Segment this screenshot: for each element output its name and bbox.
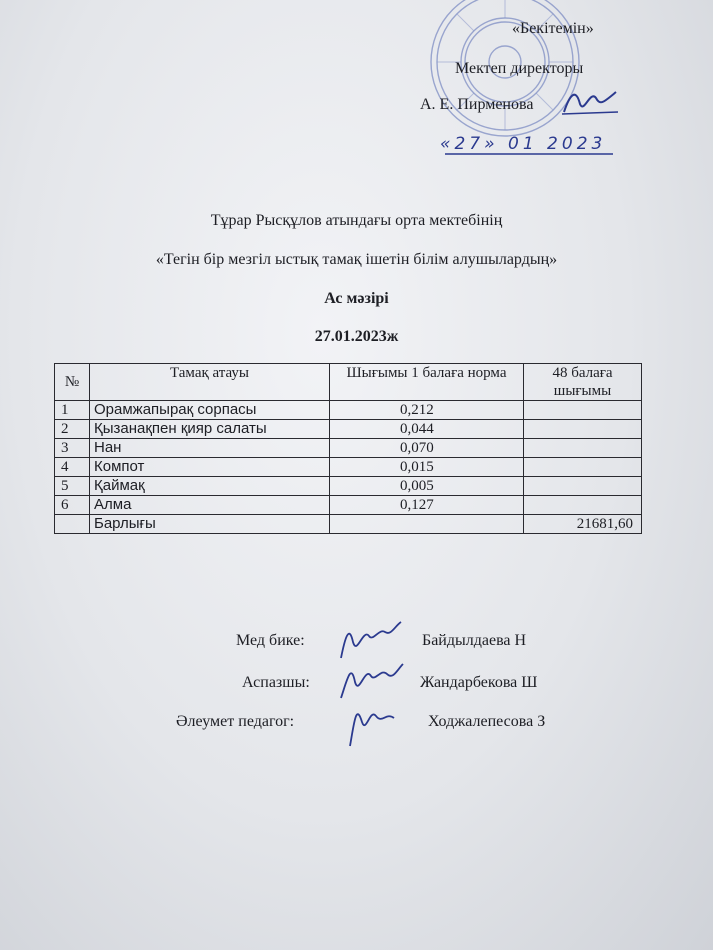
program-title: «Тегін бір мезгіл ыстық тамақ ішетін білім алушылардың» xyxy=(155,251,558,268)
row-number: 5 xyxy=(55,477,90,496)
school-name: Тұрар Рысқұлов атындағы орта мектебінің xyxy=(210,212,503,229)
row-total xyxy=(524,401,642,420)
table-row xyxy=(55,496,642,515)
approval-position: Мектеп директоры xyxy=(455,60,584,77)
row-dish-name: Қаймақ xyxy=(90,477,330,496)
table-row xyxy=(55,420,642,439)
summary-norm xyxy=(330,515,524,534)
header-number: № xyxy=(55,364,90,401)
row-total xyxy=(524,477,642,496)
signature-name-cook: Жандарбекова Ш xyxy=(420,674,538,691)
row-norm: 0,070 xyxy=(330,439,524,458)
row-number: 4 xyxy=(55,458,90,477)
row-number: 2 xyxy=(55,420,90,439)
table-row xyxy=(55,477,642,496)
director-signature xyxy=(560,84,620,118)
signature-role-social-pedagogue: Әлеумет педагог: xyxy=(176,713,295,730)
menu-title: Ас мәзірі xyxy=(324,290,389,307)
social-pedagogue-signature xyxy=(340,694,400,750)
row-number: 6 xyxy=(55,496,90,515)
signature-name-nurse: Байдылдаева Н xyxy=(422,632,527,649)
header-norm: Шығымы 1 балаға норма xyxy=(330,364,524,401)
row-norm: 0,044 xyxy=(330,420,524,439)
signature-name-social-pedagogue: Ходжалепесова З xyxy=(428,713,546,730)
summary-total: 21681,60 xyxy=(524,515,642,534)
row-norm: 0,212 xyxy=(330,401,524,420)
signature-role-nurse: Мед бике: xyxy=(236,632,305,649)
signature-role-cook: Аспазшы: xyxy=(242,674,310,691)
header-total: 48 балаға шығымы xyxy=(524,364,642,401)
row-number: 1 xyxy=(55,401,90,420)
table-header-row xyxy=(55,364,642,401)
row-dish-name: Қызанақпен қияр салаты xyxy=(90,420,330,439)
table-row xyxy=(55,401,642,420)
header-dish-name: Тамақ атауы xyxy=(90,364,330,401)
row-norm: 0,005 xyxy=(330,477,524,496)
table-row xyxy=(55,458,642,477)
menu-table xyxy=(54,363,642,534)
row-total xyxy=(524,496,642,515)
summary-number xyxy=(55,515,90,534)
row-total xyxy=(524,420,642,439)
row-total xyxy=(524,439,642,458)
row-dish-name: Компот xyxy=(90,458,330,477)
approval-director-name: А. Е. Пирменова xyxy=(420,96,534,113)
row-dish-name: Орамжапырақ сорпасы xyxy=(90,401,330,420)
row-norm: 0,015 xyxy=(330,458,524,477)
row-norm: 0,127 xyxy=(330,496,524,515)
row-number: 3 xyxy=(55,439,90,458)
table-row xyxy=(55,439,642,458)
row-dish-name: Нан xyxy=(90,439,330,458)
date-underline xyxy=(445,150,615,158)
approval-date: «27» 01 2023 xyxy=(440,134,607,154)
menu-date: 27.01.2023ж xyxy=(314,328,399,345)
row-dish-name: Алма xyxy=(90,496,330,515)
summary-label: Барлығы xyxy=(90,515,330,534)
table-summary-row xyxy=(55,515,642,534)
row-total xyxy=(524,458,642,477)
approval-title: «Бекітемін» xyxy=(512,20,594,37)
